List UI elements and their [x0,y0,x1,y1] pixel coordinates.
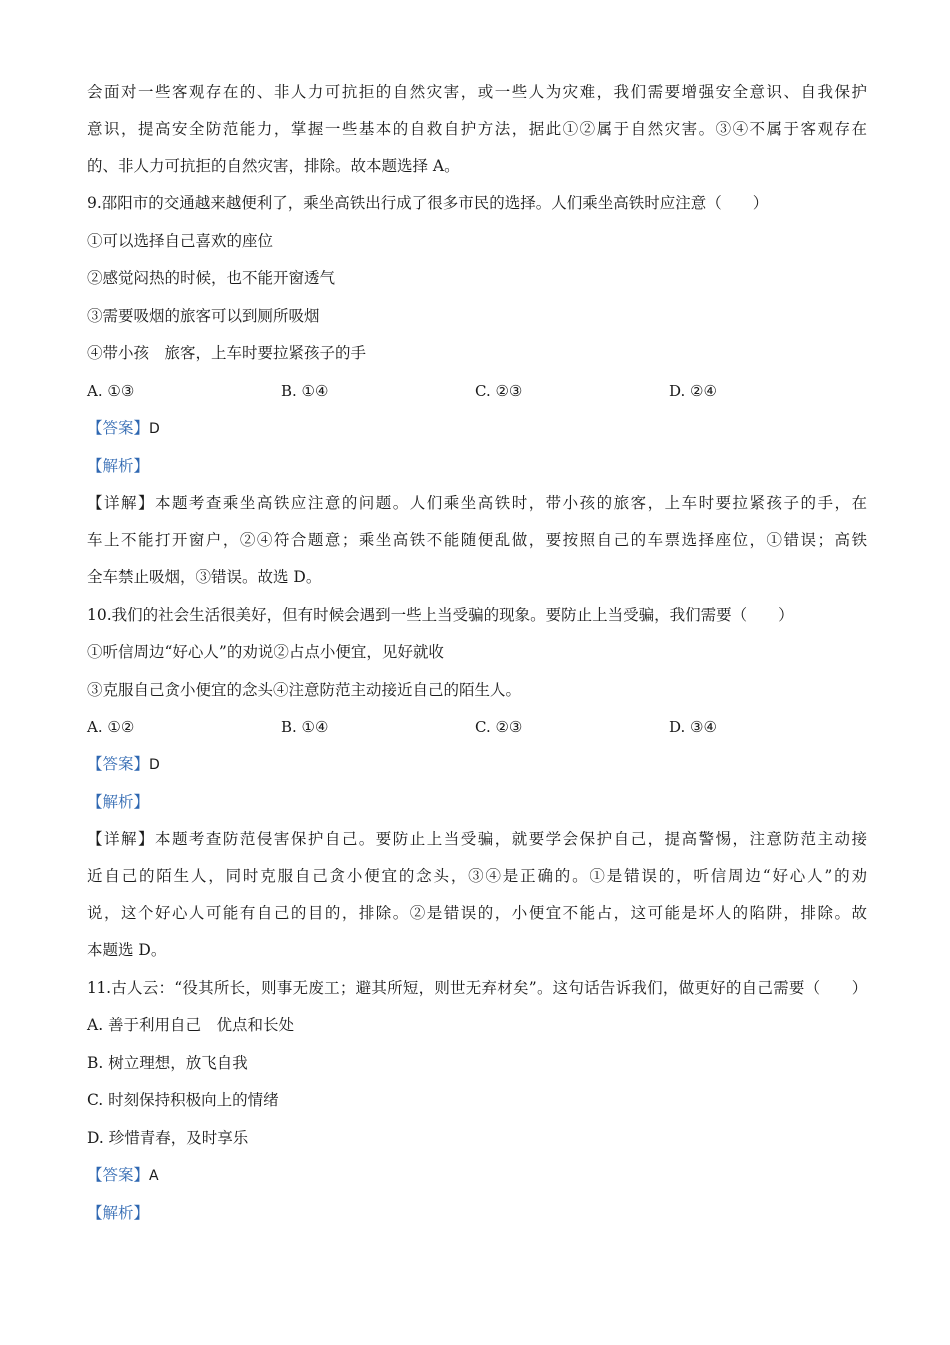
question-9-option-b: B. ①④ [281,382,329,400]
question-10-option-d: D. ③④ [669,718,717,736]
text-line: 意识，提高安全防范能力，掌握一些基本的自救自护方法，据此①②属于自然灾害。③④不属于客观存在 [87,120,867,138]
question-9-item: ②感觉闷热的时候，也不能开窗透气 [87,269,336,287]
question-9-item: ③需要吸烟的旅客可以到厕所吸烟 [87,307,320,325]
answer-tag: 【答案】 [87,419,150,437]
question-9-item: ④带小孩 旅客，上车时要拉紧孩子的手 [87,344,367,362]
question-10-option-b: B. ①④ [281,718,329,736]
question-11-stem: 11.古人云：“役其所长，则事无废工；避其所短，则世无弃材矣”。这句话告诉我们，做更好的自己需要（ ） [87,979,867,997]
question-9-item: ①可以选择自己喜欢的座位 [87,232,274,250]
question-9-detail-line [87,493,867,513]
detail-tag: 【详解】 [87,494,155,512]
question-11-analysis-tag: 【解析】 [87,1204,150,1222]
detail-text: 本题考查乘坐高铁应注意的问题。人们乘坐高铁时，带小孩的旅客，上车时要拉紧孩子的手，在 [154,494,867,512]
text-line: 的、非人力可抗拒的自然灾害，排除。故本题选择 A。 [87,157,460,175]
answer-tag: 【答案】 [87,1166,150,1184]
answer-value: A [149,1168,159,1184]
detail-tag: 【详解】 [87,830,155,848]
question-9-option-d: D. ②④ [669,382,717,400]
question-9-stem: 9.邵阳市的交通越来越便利了，乘坐高铁出行成了很多市民的选择。人们乘坐高铁时应注意（ ） [87,194,769,212]
answer-value: D [149,421,160,437]
question-9-analysis-tag: 【解析】 [87,457,150,475]
question-10-item: ③克服自己贪小便宜的念头④注意防范主动接近自己的陌生人。 [87,681,522,699]
question-10-detail-line: 说，这个好心人可能有自己的目的，排除。②是错误的，小便宜不能占，这可能是坏人的陷阱，排除。故 [87,904,867,922]
question-11-option-b: B. 树立理想，放飞自我 [87,1054,248,1072]
question-10-answer [87,754,867,775]
question-11-option-c: C. 时刻保持积极向上的情绪 [87,1091,279,1109]
question-11-answer [87,1165,867,1186]
question-10-item: ①听信周边“好心人”的劝说②占点小便宜，见好就收 [87,643,444,661]
question-9-option-a: A. ①③ [87,382,135,400]
answer-value: D [149,757,160,773]
question-9-option-c: C. ②③ [475,382,523,400]
question-10-option-a: A. ①② [87,718,135,736]
question-11-option-a: A. 善于利用自己 优点和长处 [87,1016,295,1034]
question-10-detail-line: 本题选 D。 [87,941,167,959]
question-9-answer [87,418,867,439]
question-9-detail-line: 全车禁止吸烟，③错误。故选 D。 [87,568,322,586]
question-9-detail-line: 车上不能打开窗户，②④符合题意；乘坐高铁不能随便乱做，要按照自己的车票选择座位，①错误；高铁 [87,531,867,549]
question-11-option-d: D. 珍惜青春，及时享乐 [87,1129,249,1147]
question-10-analysis-tag: 【解析】 [87,793,150,811]
question-10-stem: 10.我们的社会生活很美好，但有时候会遇到一些上当受骗的现象。要防止上当受骗，我们需要（ ） [87,606,794,624]
text-line: 会面对一些客观存在的、非人力可抗拒的自然灾害，或一些人为灾难，我们需要增强安全意识、自我保护 [87,83,867,101]
question-10-detail-line: 近自己的陌生人，同时克服自己贪小便宜的念头，③④是正确的。①是错误的，听信周边“好心人”的劝 [87,867,867,885]
question-10-option-c: C. ②③ [475,718,523,736]
question-10-detail-line [87,829,867,849]
detail-text: 本题考查防范侵害保护自己。要防止上当受骗，就要学会保护自己，提高警惕，注意防范主动接 [154,830,867,848]
answer-tag: 【答案】 [87,755,150,773]
